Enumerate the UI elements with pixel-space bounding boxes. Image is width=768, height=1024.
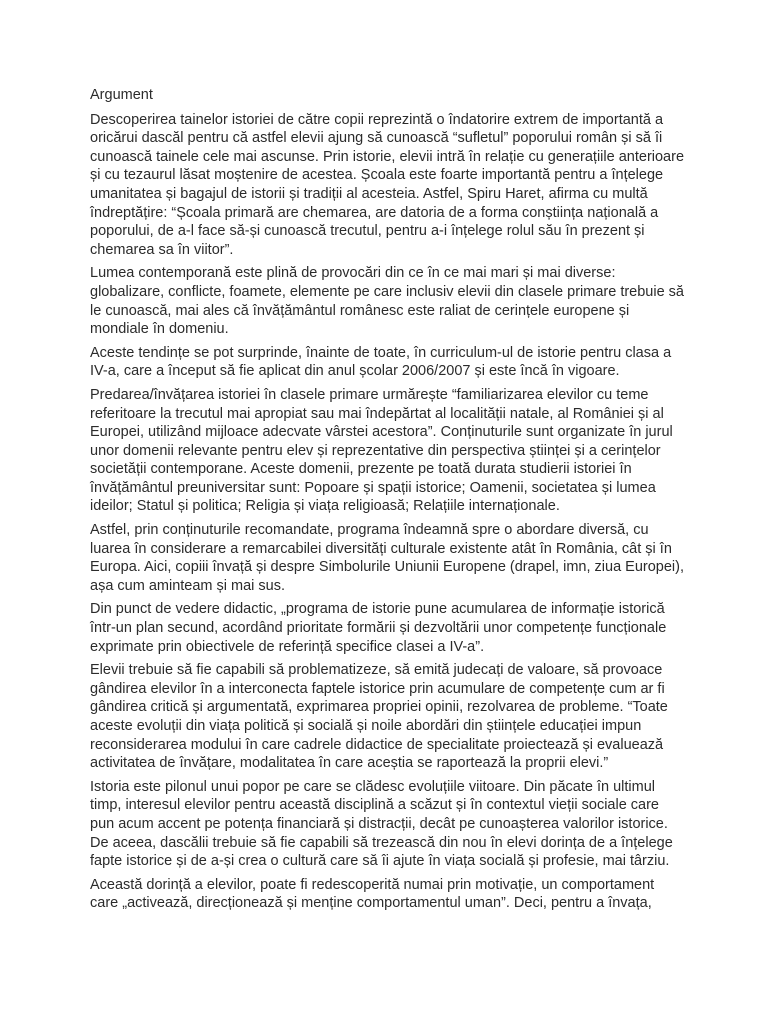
paragraph-9: Această dorință a elevilor, poate fi redescoperită numai prin motivație, un comportament care „activează, direcționează și menține comportamentul uman”. Deci, pentru a învața, bbox=[90, 876, 655, 912]
paragraph-7: Elevii trebuie să fie capabili să problematizeze, să emită judecați de valoare, să provoace gândirea elevilor în a interconecta faptele istorice prin acumulare de competențe cum ar fi gândirea critică și argumentată, exprimarea propriei opinii, rezolvarea de probleme. “Toate aceste evoluții din viața politică și socială și noile abordări din științele educației impun reconsiderarea modului în care cadrele didactice de specialitate proiectează și evaluează activitatea de învățare, modalitatea în care aceștia se raportează la proprii elevi.” bbox=[90, 662, 668, 772]
document-heading: Argument bbox=[90, 87, 153, 103]
paragraph-3: Aceste tendințe se pot surprinde, înainte de toate, în curriculum-ul de istorie pentru clasa a IV-a, care a început să fie aplicat din anul școlar 2006/2007 și este încă în vigoare. bbox=[90, 344, 672, 380]
paragraph-8: Istoria este pilonul unui popor pe care se clădesc evoluțiile viitoare. Din păcate în ultimul timp, interesul elevilor pentru această disciplină a scăzut și în contextul vieții sociale care pun acum accent pe potența financiară și distracții, decât pe cunoașterea valorilor istorice. De aceea, dascălii trebuie să fie capabili să trezească din nou în elevi dorința de a înțelege fapte istorice și de a-și crea o cultură care să îi ajute în viața socială și profesie, mai târziu. bbox=[90, 778, 673, 870]
document-page bbox=[90, 86, 686, 918]
paragraph-5: Astfel, prin conținuturile recomandate, programa îndeamnă spre o abordare diversă, cu luarea în considerare a remarcabilei diversități culturale existente atât în România, cât și în Europa. Aici, copiii învață și despre Simbolurile Uniunii Europene (drapel, imn, ziua Europei), așa cum aminteam și mai sus. bbox=[90, 522, 684, 594]
paragraph-2: Lumea contemporană este plină de provocări din ce în ce mai mari și mai diverse: globalizare, conflicte, foamete, elemente pe care inclusiv elevii din clasele primare trebuie să le cunoască, mai ales că învățământul românesc este raliat de cerințele europene și mondiale în domeniu. bbox=[90, 265, 684, 338]
paragraph-1: Descoperirea tainelor istoriei de către copii reprezintă o îndatorire extrem de importantă a oricărui dascăl pentru că astfel elevii ajung să cunoască “sufletul” poporului român și să îi cunoască tainele cele mai ascunse. Prin istorie, elevii intră în relație cu generațiile anterioare și cu tezaurul lăsat moștenire de acestea. Școala este foarte importantă pentru a înțelege umanitatea și bagajul de istorii și tradiții al acesteia. Astfel, Spiru Haret, afirma cu multă îndreptățire: “Școala primară are chemarea, are datoria de a forma conștiința națională a poporului, de a-l face să-și cunoască trecutul, pentru a-i înțelege rolul său în prezent și chemarea sa în viitor”. bbox=[90, 111, 685, 258]
paragraph-6: Din punct de vedere didactic, „programa de istorie pune acumularea de informație istorică într-un plan secund, acordând prioritate formării și dezvoltării unor competențe funcționale exprimate prin obiectivele de referință specifice clasei a IV-a”. bbox=[90, 601, 667, 655]
paragraph-4: Predarea/învățarea istoriei în clasele primare urmărește “familiarizarea elevilor cu teme referitoare la trecutul mai apropiat sau mai îndepărtat al localității natale, al României și al Europei, utilizând mijloace adecvate vârstei acestora”. Conținuturile sunt organizate în jurul unor domenii relevante pentru elev și reprezentative din perspectiva științei și a cerințelor societății contemporane. Aceste domenii, prezente pe toată durata studierii istoriei în învățământul preuniversitar sunt: Popoare și spații istorice; Oamenii, societatea și lumea ideilor; Statul și politica; Religia și viața religioasă; Relațiile internaționale. bbox=[90, 386, 673, 515]
